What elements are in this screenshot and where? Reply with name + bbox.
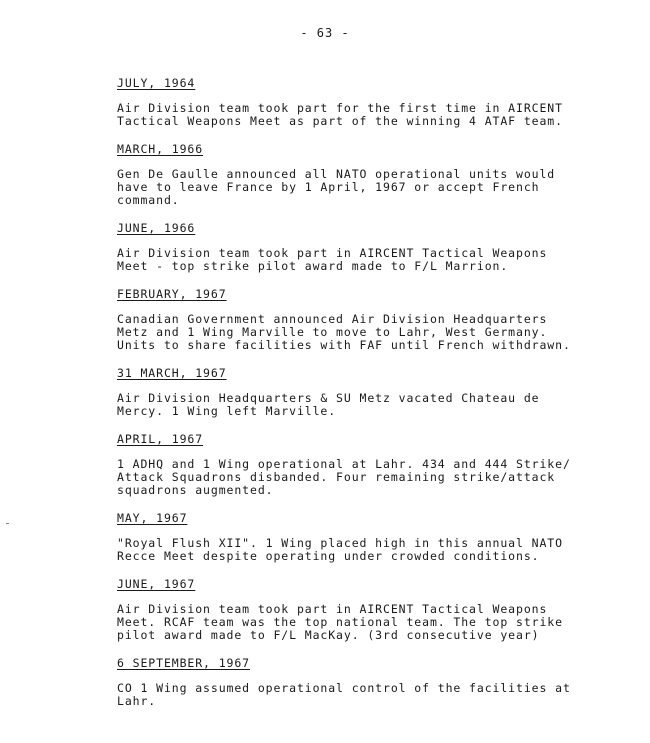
entry-date: 31 MARCH, 1967: [117, 366, 227, 380]
chronology-entry: [117, 283, 617, 352]
entry-text: Air Division Headquarters & SU Metz vacated Chateau de Mercy. 1 Wing left Marville.: [117, 391, 540, 418]
chronology-entry: [117, 652, 617, 708]
chronology-list: [117, 72, 617, 718]
entry-text: Gen De Gaulle announced all NATO operational units would have to leave France by 1 April, 1967 or accept French command.: [117, 167, 556, 207]
entry-text: Air Division team took part in AIRCENT Tactical Weapons Meet. RCAF team was the top national team. The top strike pilot award made to F/L MacKay. (3rd consecutive year): [117, 602, 563, 642]
entry-text: Canadian Government announced Air Division Headquarters Metz and 1 Wing Marville to move to Lahr, West Germany. Units to share facilities with FAF until French withdrawn.: [117, 312, 571, 352]
chronology-entry: [117, 138, 617, 207]
chronology-entry: [117, 362, 617, 418]
chronology-entry: [117, 573, 617, 642]
entry-text: CO 1 Wing assumed operational control of the facilities at Lahr.: [117, 681, 571, 708]
entry-text: Air Division team took part in AIRCENT Tactical Weapons Meet - top strike pilot award made to F/L Marrion.: [117, 246, 548, 273]
entry-date: JUNE, 1967: [117, 577, 196, 591]
entry-text: "Royal Flush XII". 1 Wing placed high in this annual NATO Recce Meet despite operating under crowded conditions.: [117, 536, 563, 563]
entry-date: 6 SEPTEMBER, 1967: [117, 656, 251, 670]
entry-date: JULY, 1964: [117, 76, 196, 90]
entry-date: MAY, 1967: [117, 511, 188, 525]
entry-text: Air Division team took part for the first time in AIRCENT Tactical Weapons Meet as part of the winning 4 ATAF team.: [117, 101, 563, 128]
page-number: - 63 -: [300, 26, 350, 40]
scan-speck: [6, 523, 9, 524]
entry-date: FEBRUARY, 1967: [117, 287, 227, 301]
entry-date: APRIL, 1967: [117, 432, 204, 446]
entry-date: JUNE, 1966: [117, 221, 196, 235]
chronology-entry: [117, 217, 617, 273]
chronology-entry: [117, 72, 617, 128]
chronology-entry: [117, 507, 617, 563]
entry-date: MARCH, 1966: [117, 142, 204, 156]
chronology-entry: [117, 428, 617, 497]
entry-text: 1 ADHQ and 1 Wing operational at Lahr. 434 and 444 Strike/ Attack Squadrons disbanded. Four remaining strike/attack squadrons augmented.: [117, 457, 571, 497]
